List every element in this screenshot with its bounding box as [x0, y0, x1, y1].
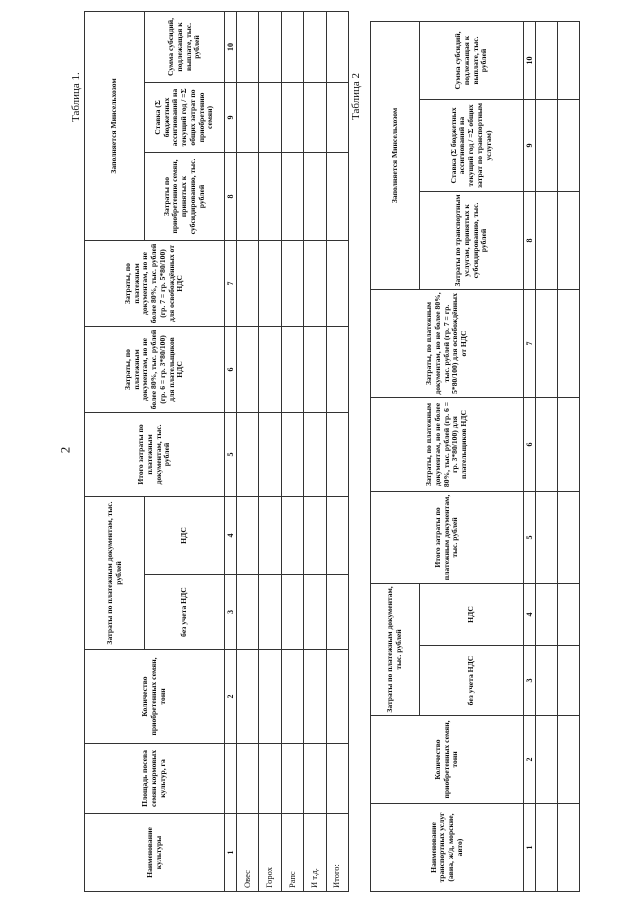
t2-header-subsidy: Сумма субсидий, подлежащая к выплате, тыс. рублей — [420, 21, 524, 99]
table2-caption: Таблица 2 — [350, 72, 362, 120]
t2-num-2: 2 — [524, 716, 536, 804]
table-row — [259, 11, 281, 891]
t2-header-no-vat: без учета НДС — [420, 646, 524, 716]
t1-num-3: 3 — [225, 575, 237, 650]
t2-header-costs-novat: Затраты, по платежным документам, но не более 80%, тыс. рублей (гр. 7 = гр. 5*80/100) для освобождённых от НДС — [371, 289, 524, 397]
t2-num-4: 4 — [524, 583, 536, 645]
t1-num-4: 4 — [225, 496, 237, 574]
t2-header-transport: Наименование транспортных услуг (авиа, ж/д, морские, авто) — [371, 804, 524, 892]
t2-header-costs-vat: Затраты, по платежным документам, но не более 80%, тыс. рублей (гр. 6 = гр. 3*80/100) для плательщиков НДС — [371, 397, 524, 491]
t1-num-9: 9 — [225, 82, 237, 152]
table-row — [237, 11, 259, 891]
page-number: 2 — [57, 446, 73, 454]
table-row — [304, 11, 326, 891]
t2-num-7: 7 — [524, 289, 536, 397]
t2-num-1: 1 — [524, 804, 536, 892]
t1-header-costs-vat: Затраты, по платежным документам, но не более 80%, тыс. рублей (гр. 6 = гр. 3*80/100) для плательщиков НДС — [85, 326, 225, 412]
t1-num-1: 1 — [225, 814, 237, 892]
table-row — [326, 11, 348, 891]
t2-header-vat: НДС — [420, 583, 524, 645]
table1 — [84, 11, 349, 892]
t2-num-6: 6 — [524, 397, 536, 491]
t1-header-crop: Наименование культуры — [85, 814, 225, 892]
table2 — [370, 21, 580, 892]
t1-header-area: Площадь посева семян кормовых культур, га — [85, 744, 225, 814]
t2-num-9: 9 — [524, 99, 536, 191]
t2-header-payment-group: Затраты по платежным документам, тыс. рублей — [371, 583, 420, 715]
t1-num-blank — [225, 744, 237, 814]
t1-header-accepted: Затраты по приобретению семян, принятых к субсидированию, тыс. рублей — [145, 152, 225, 240]
t1-num-10: 10 — [225, 11, 237, 82]
t2-num-8: 8 — [524, 191, 536, 289]
t1-num-5: 5 — [225, 412, 237, 496]
t1-header-quantity: Количество приобретенных семян, тонн — [85, 650, 225, 744]
t1-header-ministry: Заполняется Минсельхозом — [85, 11, 145, 240]
t1-header-no-vat: без учета НДС — [145, 575, 225, 650]
t1-num-8: 8 — [225, 152, 237, 240]
t2-num-10: 10 — [524, 21, 536, 99]
t1-header-payment-group: Затраты по платежным документам, тыс. рублей — [85, 496, 145, 649]
t2-header-accepted: Затраты по транспортным услугам, принятых к субсидированию, тыс. рублей — [420, 191, 524, 289]
t2-header-quantity: Количество приобретенных семян, тонн — [371, 716, 524, 804]
t1-row-rapeseed: Рапс — [281, 814, 303, 892]
t1-row-etc: И т.д. — [304, 814, 326, 892]
t2-header-rate: Ставка (Σ бюджетных ассигнований на текущий год / =Σ общих затрат по транспортным услугам) — [420, 99, 524, 191]
t1-row-oats: Овес — [237, 814, 259, 892]
t1-num-2: 2 — [225, 650, 237, 744]
t1-header-vat: НДС — [145, 496, 225, 574]
t1-row-total: Итого: — [326, 814, 348, 892]
t1-row-peas: Горох — [259, 814, 281, 892]
t1-num-6: 6 — [225, 326, 237, 412]
t2-num-3: 3 — [524, 646, 536, 716]
table1-caption: Таблица 1. — [70, 72, 82, 122]
t1-header-costs-novat: Затраты, по платежным документам, но не более 80%, тыс. рублей (гр. 7 = гр. 5*80/100) для освобождённых от НДС — [85, 240, 225, 326]
t2-num-5: 5 — [524, 491, 536, 583]
t1-header-total: Итого затраты по платежным документам, тыс. рублей — [85, 412, 225, 496]
t1-header-subsidy: Сумма субсидий, подлежащая к выплате, тыс. рублей — [145, 11, 225, 82]
table-row — [558, 21, 580, 891]
t2-header-total: Итого затраты по платежным документам, тыс. рублей — [371, 491, 524, 583]
table-row — [281, 11, 303, 891]
t1-header-rate: Ставка (Σ бюджетных ассигнований на текущий год / =Σ общих затрат по приобретению семян) — [145, 82, 225, 152]
t1-num-7: 7 — [225, 240, 237, 326]
t2-header-ministry: Заполняется Минсельхозом — [371, 21, 420, 289]
table-row — [536, 21, 558, 891]
